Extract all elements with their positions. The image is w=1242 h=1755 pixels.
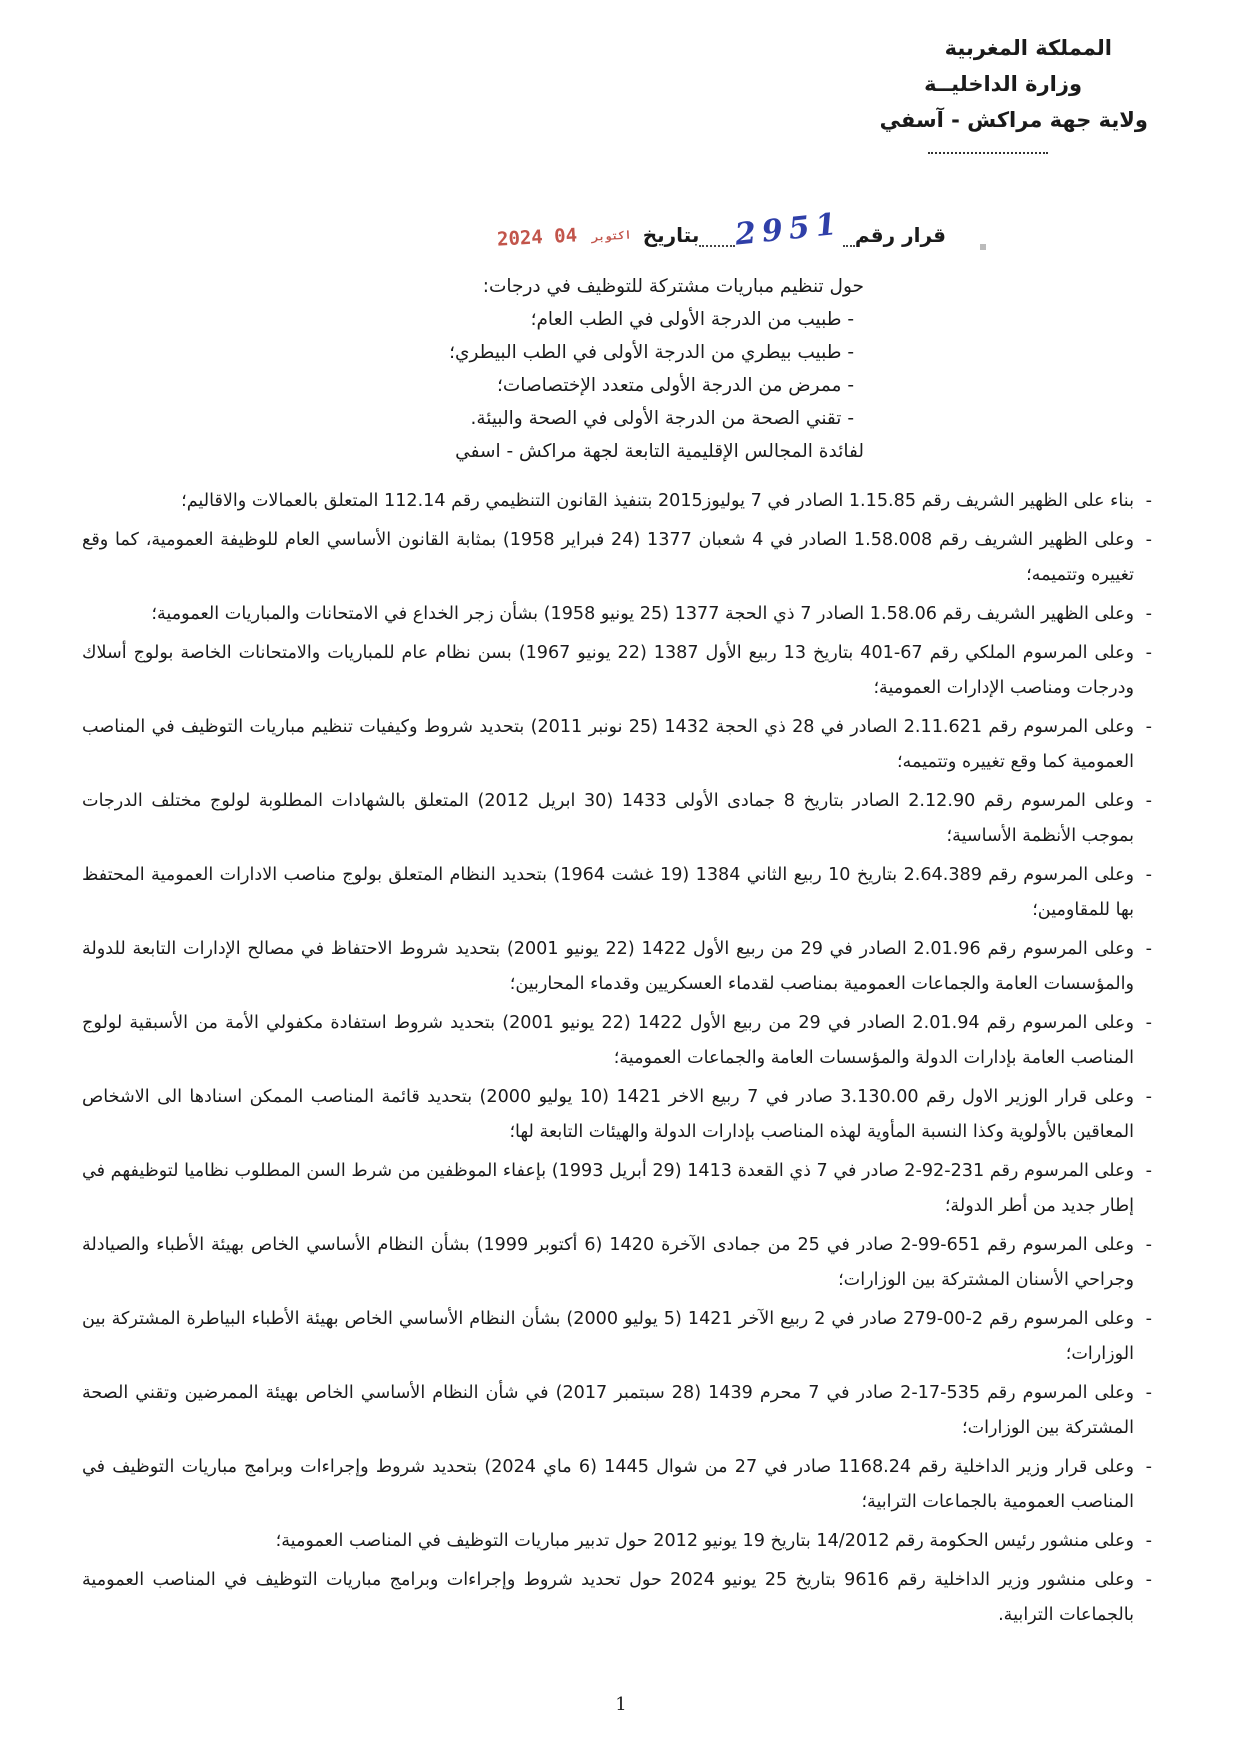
date-stamp-month: اكتوبر — [591, 228, 633, 244]
legal-basis-item: - وعلى المرسوم رقم 651-99-2 صادر في 25 من جمادى الآخرة 1420 (6 أكتوبر 1999) بشأن النظام الأساسي الخاص بهيئة الأطباء والصيادلة وجراحي الأسنان المشتركة بين الوزارات؛ — [82, 1228, 1152, 1298]
legal-basis-item: - وعلى المرسوم رقم 2.01.94 الصادر في 29 من ربيع الأول 1422 (22 يونيو 2001) بتحديد شروط استفادة مكفولي الأمة من الأسبقية لولوج المناصب العامة بإدارات الدولة والمؤسسات العامة والجماعات العمومية؛ — [82, 1006, 1152, 1076]
date-stamp-year: 2024 — [496, 226, 544, 251]
legal-basis-item: - وعلى المرسوم رقم 231-92-2 صادر في 7 ذي القعدة 1413 (29 أبريل 1993) بإعفاء الموظفين من شرط السن المطلوب نظاميا لتوظيفهم في إطار جديد من أطر الدولة؛ — [82, 1154, 1152, 1224]
legal-basis-item: - وعلى المرسوم رقم 2-00-279 صادر في 2 ربيع الآخر 1421 (5 يوليو 2000) بشأن النظام الأساسي الخاص بهيئة الأطباء البياطرة المشتركة بين الوزارات؛ — [82, 1302, 1152, 1372]
legal-basis-item: - وعلى منشور رئيس الحكومة رقم 14/2012 بتاريخ 19 يونيو 2012 حول تدبير مباريات التوظيف في المناصب العمومية؛ — [82, 1524, 1152, 1559]
decision-subject — [449, 270, 864, 468]
legal-basis-item: - وعلى المرسوم رقم 2.11.621 الصادر في 28 ذي الحجة 1432 (25 نونبر 2011) بتحديد شروط وكيفيات تنظيم مباريات التوظيف في المناصب العمومية كما وقع تغييره وتتميمه؛ — [82, 710, 1152, 780]
scan-mark — [980, 244, 986, 250]
letterhead-dotted-rule — [928, 152, 1048, 154]
decision-number: 2951 — [733, 206, 845, 253]
subject-item: - طبيب بيطري من الدرجة الأولى في الطب البيطري؛ — [449, 342, 854, 363]
legal-basis-item: - وعلى الظهير الشريف رقم 1.58.008 الصادر في 4 شعبان 1377 (24 فبراير 1958) بمثابة القانون الأساسي العام للوظيفة العمومية، كما وقع تغييره وتتميمه؛ — [82, 523, 1152, 593]
letterhead-ministry: وزارة الداخليــة — [924, 72, 1082, 96]
legal-basis-item: - وعلى منشور وزير الداخلية رقم 9616 بتاريخ 25 يونيو 2024 حول تحديد شروط وإجراءات وبرامج مباريات التوظيف في المناصب العمومية بالجماعات الترابية. — [82, 1563, 1152, 1633]
legal-basis-item: - وعلى المرسوم رقم 2.01.96 الصادر في 29 من ربيع الأول 1422 (22 يونيو 2001) بتحديد شروط الاحتفاظ في مصالح الإدارات التابعة للدولة والمؤسسات العامة والجماعات العمومية بمناصب لقدماء العسكريين وقدماء المحاربين؛ — [82, 932, 1152, 1002]
date-stamp — [497, 221, 635, 250]
subject-beneficiary: لفائدة المجالس الإقليمية التابعة لجهة مراكش - اسفي — [455, 441, 864, 462]
date-stamp-day: 04 — [554, 224, 579, 248]
legal-basis-item: - وعلى المرسوم الملكي رقم 67-401 بتاريخ 13 ربيع الأول 1387 (22 يونيو 1967) بسن نظام عام للمباريات والامتحانات الخاصة بولوج أسلاك ودرجات ومناصب الإدارات العمومية؛ — [82, 636, 1152, 706]
legal-basis-item: - بناء على الظهير الشريف رقم 1.15.85 الصادر في 7 يوليوز2015 بتنفيذ القانون التنظيمي رقم 112.14 المتعلق بالعمالات والاقاليم؛ — [82, 484, 1152, 519]
decision-prefix: قرار رقم — [854, 223, 946, 247]
legal-basis-item: - وعلى المرسوم رقم 2.12.90 الصادر بتاريخ 8 جمادى الأولى 1433 (30 ابريل 2012) المتعلق بالشهادات المطلوبة لولوج مختلف الدرجات بموجب الأنظمة الأساسية؛ — [82, 784, 1152, 854]
page-number: 1 — [615, 1694, 627, 1715]
decision-date-label: بتاريخ — [642, 223, 700, 247]
subject-item: - ممرض من الدرجة الأولى متعدد الإختصاصات؛ — [497, 375, 854, 396]
decision-line — [496, 206, 946, 253]
legal-basis-list — [82, 484, 1152, 1637]
letterhead-wilaya: ولاية جهة مراكش - آسفي — [879, 108, 1148, 132]
subject-intro: حول تنظيم مباريات مشتركة للتوظيف في درجات: — [482, 276, 864, 297]
letterhead — [808, 30, 1148, 154]
legal-basis-item: - وعلى قرار وزير الداخلية رقم 1168.24 صادر في 27 من شوال 1445 (6 ماي 2024) بتحديد شروط وإجراءات وبرامج مباريات التوظيف في المناصب العمومية بالجماعات الترابية؛ — [82, 1450, 1152, 1520]
subject-item: - طبيب من الدرجة الأولى في الطب العام؛ — [530, 309, 854, 330]
legal-basis-item: - وعلى الظهير الشريف رقم 1.58.06 الصادر 7 ذي الحجة 1377 (25 يونيو 1958) بشأن زجر الخداع في الامتحانات والمباريات العمومية؛ — [82, 597, 1152, 632]
legal-basis-item: - وعلى قرار الوزير الاول رقم 3.130.00 صادر في 7 ربيع الاخر 1421 (10 يوليو 2000) بتحديد قائمة المناصب الممكن اسنادها الى الاشخاص المعاقين بالأولوية وكذا النسبة المأوية لهذه المناصب بإدارات الدولة والهيئات التابعة لها؛ — [82, 1080, 1152, 1150]
subject-item: - تقني الصحة من الدرجة الأولى في الصحة والبيئة. — [470, 408, 854, 429]
decision-dots — [699, 233, 735, 247]
legal-basis-item: - وعلى المرسوم رقم 535-17-2 صادر في 7 محرم 1439 (28 سبتمبر 2017) في شأن النظام الأساسي الخاص بهيئة الممرضين وتقني الصحة المشتركة بين الوزارات؛ — [82, 1376, 1152, 1446]
legal-basis-item: - وعلى المرسوم رقم 2.64.389 بتاريخ 10 ربيع الثاني 1384 (19 غشت 1964) بتحديد النظام المتعلق بولوج مناصب الادارات العمومية المحتفظ بها للمقاومين؛ — [82, 858, 1152, 928]
letterhead-kingdom: المملكة المغربية — [944, 36, 1112, 60]
decision-dots — [843, 233, 855, 247]
